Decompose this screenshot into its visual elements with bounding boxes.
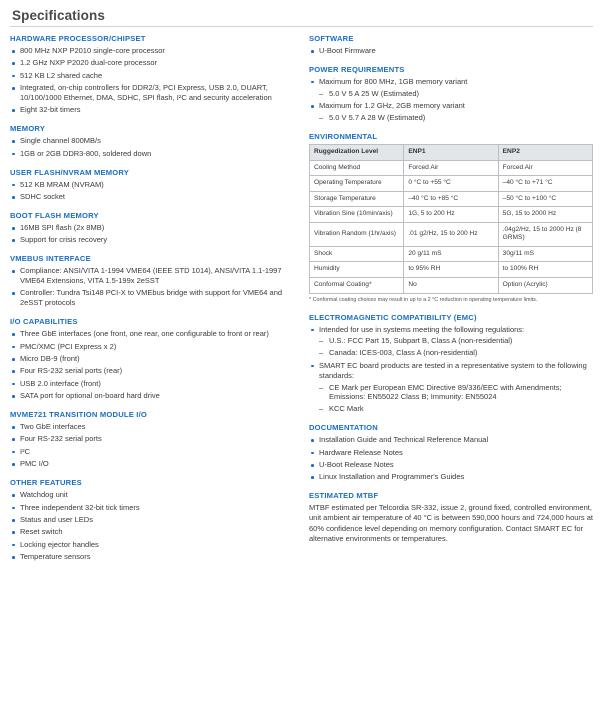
row-label: Vibration Sine (10min/axis) [310, 207, 404, 223]
section-heading-io-capabilities: I/O CAPABILITIES [10, 317, 78, 327]
list-item: I²C [10, 447, 291, 457]
boot-flash-list [10, 223, 291, 245]
sub-list-item: – CE Mark per European EMC Directive 89/336/EEC with Amendments; Emissions: EN55022 Class B; Immunity: EN55024 [319, 383, 593, 403]
sub-list-item: – KCC Mark [319, 404, 593, 414]
list-item: U-Boot Firmware [309, 46, 593, 56]
table-row [310, 160, 593, 176]
list-item-text: Maximum for 1.2 GHz, 2GB memory variant [319, 101, 465, 111]
column-header-enp2: ENP2 [498, 144, 592, 160]
list-item: USB 2.0 interface (front) [10, 379, 291, 389]
left-column [10, 34, 291, 565]
section-heading-memory: MEMORY [10, 124, 46, 134]
mtbf-text: MTBF estimated per Telcordia SR-332, issue 2, ground fixed, controlled environment, unit ambient air temperature of 40 °C is between 590,000 hours and 724,000 hours at 60% confidence level depending on memory configuration. Contact SMART EC for alternative environments or temperatures. [309, 503, 594, 543]
list-item: Status and user LEDs [10, 515, 291, 525]
title-divider [10, 26, 593, 27]
column-header-enp1: ENP1 [404, 144, 498, 160]
table-footnote: * Conformal coating choices may result in up to a 2 °C reduction in operating temperature limits. [309, 296, 538, 303]
list-item: Watchdog unit [10, 490, 291, 500]
section-heading-other-features: OTHER FEATURES [10, 478, 82, 488]
cell-enp1: 1G, 5 to 200 Hz [404, 207, 498, 223]
section-heading-documentation: DOCUMENTATION [309, 423, 378, 433]
list-item: Support for crisis recovery [10, 235, 291, 245]
section-heading-software: SOFTWARE [309, 34, 354, 43]
section-heading-environmental: ENVIRONMENTAL [309, 131, 378, 141]
list-item: Controller: Tundra Tsi148 PCI-X to VMEbus bridge with support for VME64 and 2eSST protocols [10, 288, 291, 308]
list-item: 1.2 GHz NXP P2020 dual-core processor [10, 58, 291, 68]
list-item-text: SMART EC board products are tested in a representative system to the following standards: [319, 360, 587, 380]
table-row [310, 222, 593, 246]
cell-enp2: to 100% RH [498, 262, 592, 278]
row-label: Operating Temperature [310, 176, 404, 192]
list-item: 512 KB L2 shared cache [10, 71, 291, 81]
cell-enp2: –40 °C to +71 °C [498, 176, 592, 192]
cell-enp2: 30g/11 mS [498, 246, 592, 262]
list-item-text: Maximum for 800 MHz, 1GB memory variant [319, 76, 468, 86]
power-sub-list [319, 89, 593, 99]
power-sub-list [319, 113, 593, 123]
row-label: Vibration Random (1hr/axis) [310, 222, 404, 246]
list-item: SATA port for optional on-board hard drive [10, 391, 291, 401]
list-item [309, 361, 593, 414]
list-item: 16MB SPI flash (2x 8MB) [10, 223, 291, 233]
sub-list-item: – 5.0 V 5 A 25 W (Estimated) [319, 89, 593, 99]
other-features-list [10, 490, 291, 562]
cell-enp1: Forced Air [404, 160, 498, 176]
list-item: Three GbE interfaces (one front, one rear, one configurable to front or rear) [10, 329, 291, 339]
emc-sub-list [319, 383, 593, 415]
table-row [310, 246, 593, 262]
row-label: Humidity [310, 262, 404, 278]
two-column-layout [10, 34, 593, 565]
list-item: Installation Guide and Technical Reference Manual [309, 435, 593, 445]
list-item: Hardware Release Notes [309, 448, 593, 458]
table-row [310, 207, 593, 223]
io-capabilities-list [10, 329, 291, 401]
section-heading-transition-module: MVME721 TRANSITION MODULE I/O [10, 410, 148, 420]
documentation-list [309, 435, 593, 482]
list-item: Reset switch [10, 527, 291, 537]
vmebus-list [10, 266, 291, 308]
cell-enp2: .04g2/Hz, 15 to 2000 Hz (8 GRMS) [498, 222, 592, 246]
right-column [309, 34, 593, 544]
list-item: 800 MHz NXP P2010 single-core processor [10, 46, 291, 56]
emc-sub-list [319, 336, 593, 358]
list-item: 512 KB MRAM (NVRAM) [10, 180, 291, 190]
list-item: Integrated, on-chip controllers for DDR2/3, PCI Express, USB 2.0, DUART, 10/100/1000 Ethernet, DMA, SDHC, SPI flash, I²C and security acceleration [10, 83, 291, 103]
list-item: Two GbE interfaces [10, 422, 291, 432]
transition-module-list [10, 422, 291, 469]
list-item: Three independent 32-bit tick timers [10, 503, 291, 513]
list-item: U-Boot Release Notes [309, 460, 593, 470]
list-item: SDHC socket [10, 192, 291, 202]
cell-enp1: 0 °C to +55 °C [404, 176, 498, 192]
user-flash-list [10, 180, 291, 202]
cell-enp1: 20 g/11 mS [404, 246, 498, 262]
cell-enp1: to 95% RH [404, 262, 498, 278]
memory-list [10, 136, 291, 158]
list-item: Eight 32-bit timers [10, 105, 291, 115]
list-item: Micro DB-9 (front) [10, 354, 291, 364]
table-row [310, 191, 593, 207]
cell-enp2: 5G, 15 to 2000 Hz [498, 207, 592, 223]
section-heading-boot-flash: BOOT FLASH MEMORY [10, 210, 99, 220]
column-header-ruggedization: Ruggedization Level [310, 144, 404, 160]
list-item: PMC I/O [10, 459, 291, 469]
row-label: Cooling Method [310, 160, 404, 176]
sub-list-item: – 5.0 V 5.7 A 28 W (Estimated) [319, 113, 593, 123]
list-item: 1GB or 2GB DDR3-800, soldered down [10, 149, 291, 159]
table-row [310, 278, 593, 294]
section-heading-vmebus: VMEBUS INTERFACE [10, 254, 91, 264]
row-label: Shock [310, 246, 404, 262]
emc-list [309, 325, 593, 415]
cell-enp2: –50 °C to +100 °C [498, 191, 592, 207]
table-header-row [310, 144, 593, 160]
table-row [310, 176, 593, 192]
environmental-table [309, 144, 593, 294]
section-heading-hardware: HARDWARE PROCESSOR/CHIPSET [10, 34, 146, 43]
section-heading-user-flash: USER FLASH/NVRAM MEMORY [10, 167, 130, 177]
section-heading-power: POWER REQUIREMENTS [309, 64, 405, 74]
hardware-list [10, 46, 291, 115]
list-item: Temperature sensors [10, 552, 291, 562]
row-label: Storage Temperature [310, 191, 404, 207]
list-item: Compliance: ANSI/VITA 1-1994 VME64 (IEEE STD 1014), ANSI/VITA 1.1-1997 VME64 Extensions, VITA 1.5-199x 2eSST [10, 266, 291, 286]
list-item: PMC/XMC (PCI Express x 2) [10, 342, 291, 352]
list-item-text: Intended for use in systems meeting the following regulations: [319, 324, 525, 334]
cell-enp2: Forced Air [498, 160, 592, 176]
sub-list-item: – Canada: ICES-003, Class A (non-residential) [319, 348, 593, 358]
sub-list-item: – U.S.: FCC Part 15, Subpart B, Class A (non-residential) [319, 336, 593, 346]
list-item: Single channel 800MB/s [10, 136, 291, 146]
cell-enp1: .01 g2/Hz, 15 to 200 Hz [404, 222, 498, 246]
software-list [309, 46, 593, 56]
section-heading-emc: ELECTROMAGNETIC COMPATIBILITY (EMC) [309, 312, 477, 322]
page-title: Specifications [12, 8, 105, 23]
row-label: Conformal Coating* [310, 278, 404, 294]
cell-enp1: –40 °C to +85 °C [404, 191, 498, 207]
list-item: Four RS-232 serial ports (rear) [10, 366, 291, 376]
section-heading-mtbf: ESTIMATED MTBF [309, 491, 379, 501]
table-row [310, 262, 593, 278]
list-item [309, 77, 593, 99]
cell-enp1: No [404, 278, 498, 294]
list-item: Four RS-232 serial ports [10, 434, 291, 444]
list-item: Locking ejector handles [10, 540, 291, 550]
list-item: Linux Installation and Programmer's Guides [309, 472, 593, 482]
cell-enp2: Option (Acrylic) [498, 278, 592, 294]
list-item [309, 101, 593, 123]
list-item [309, 325, 593, 359]
power-list [309, 77, 593, 123]
